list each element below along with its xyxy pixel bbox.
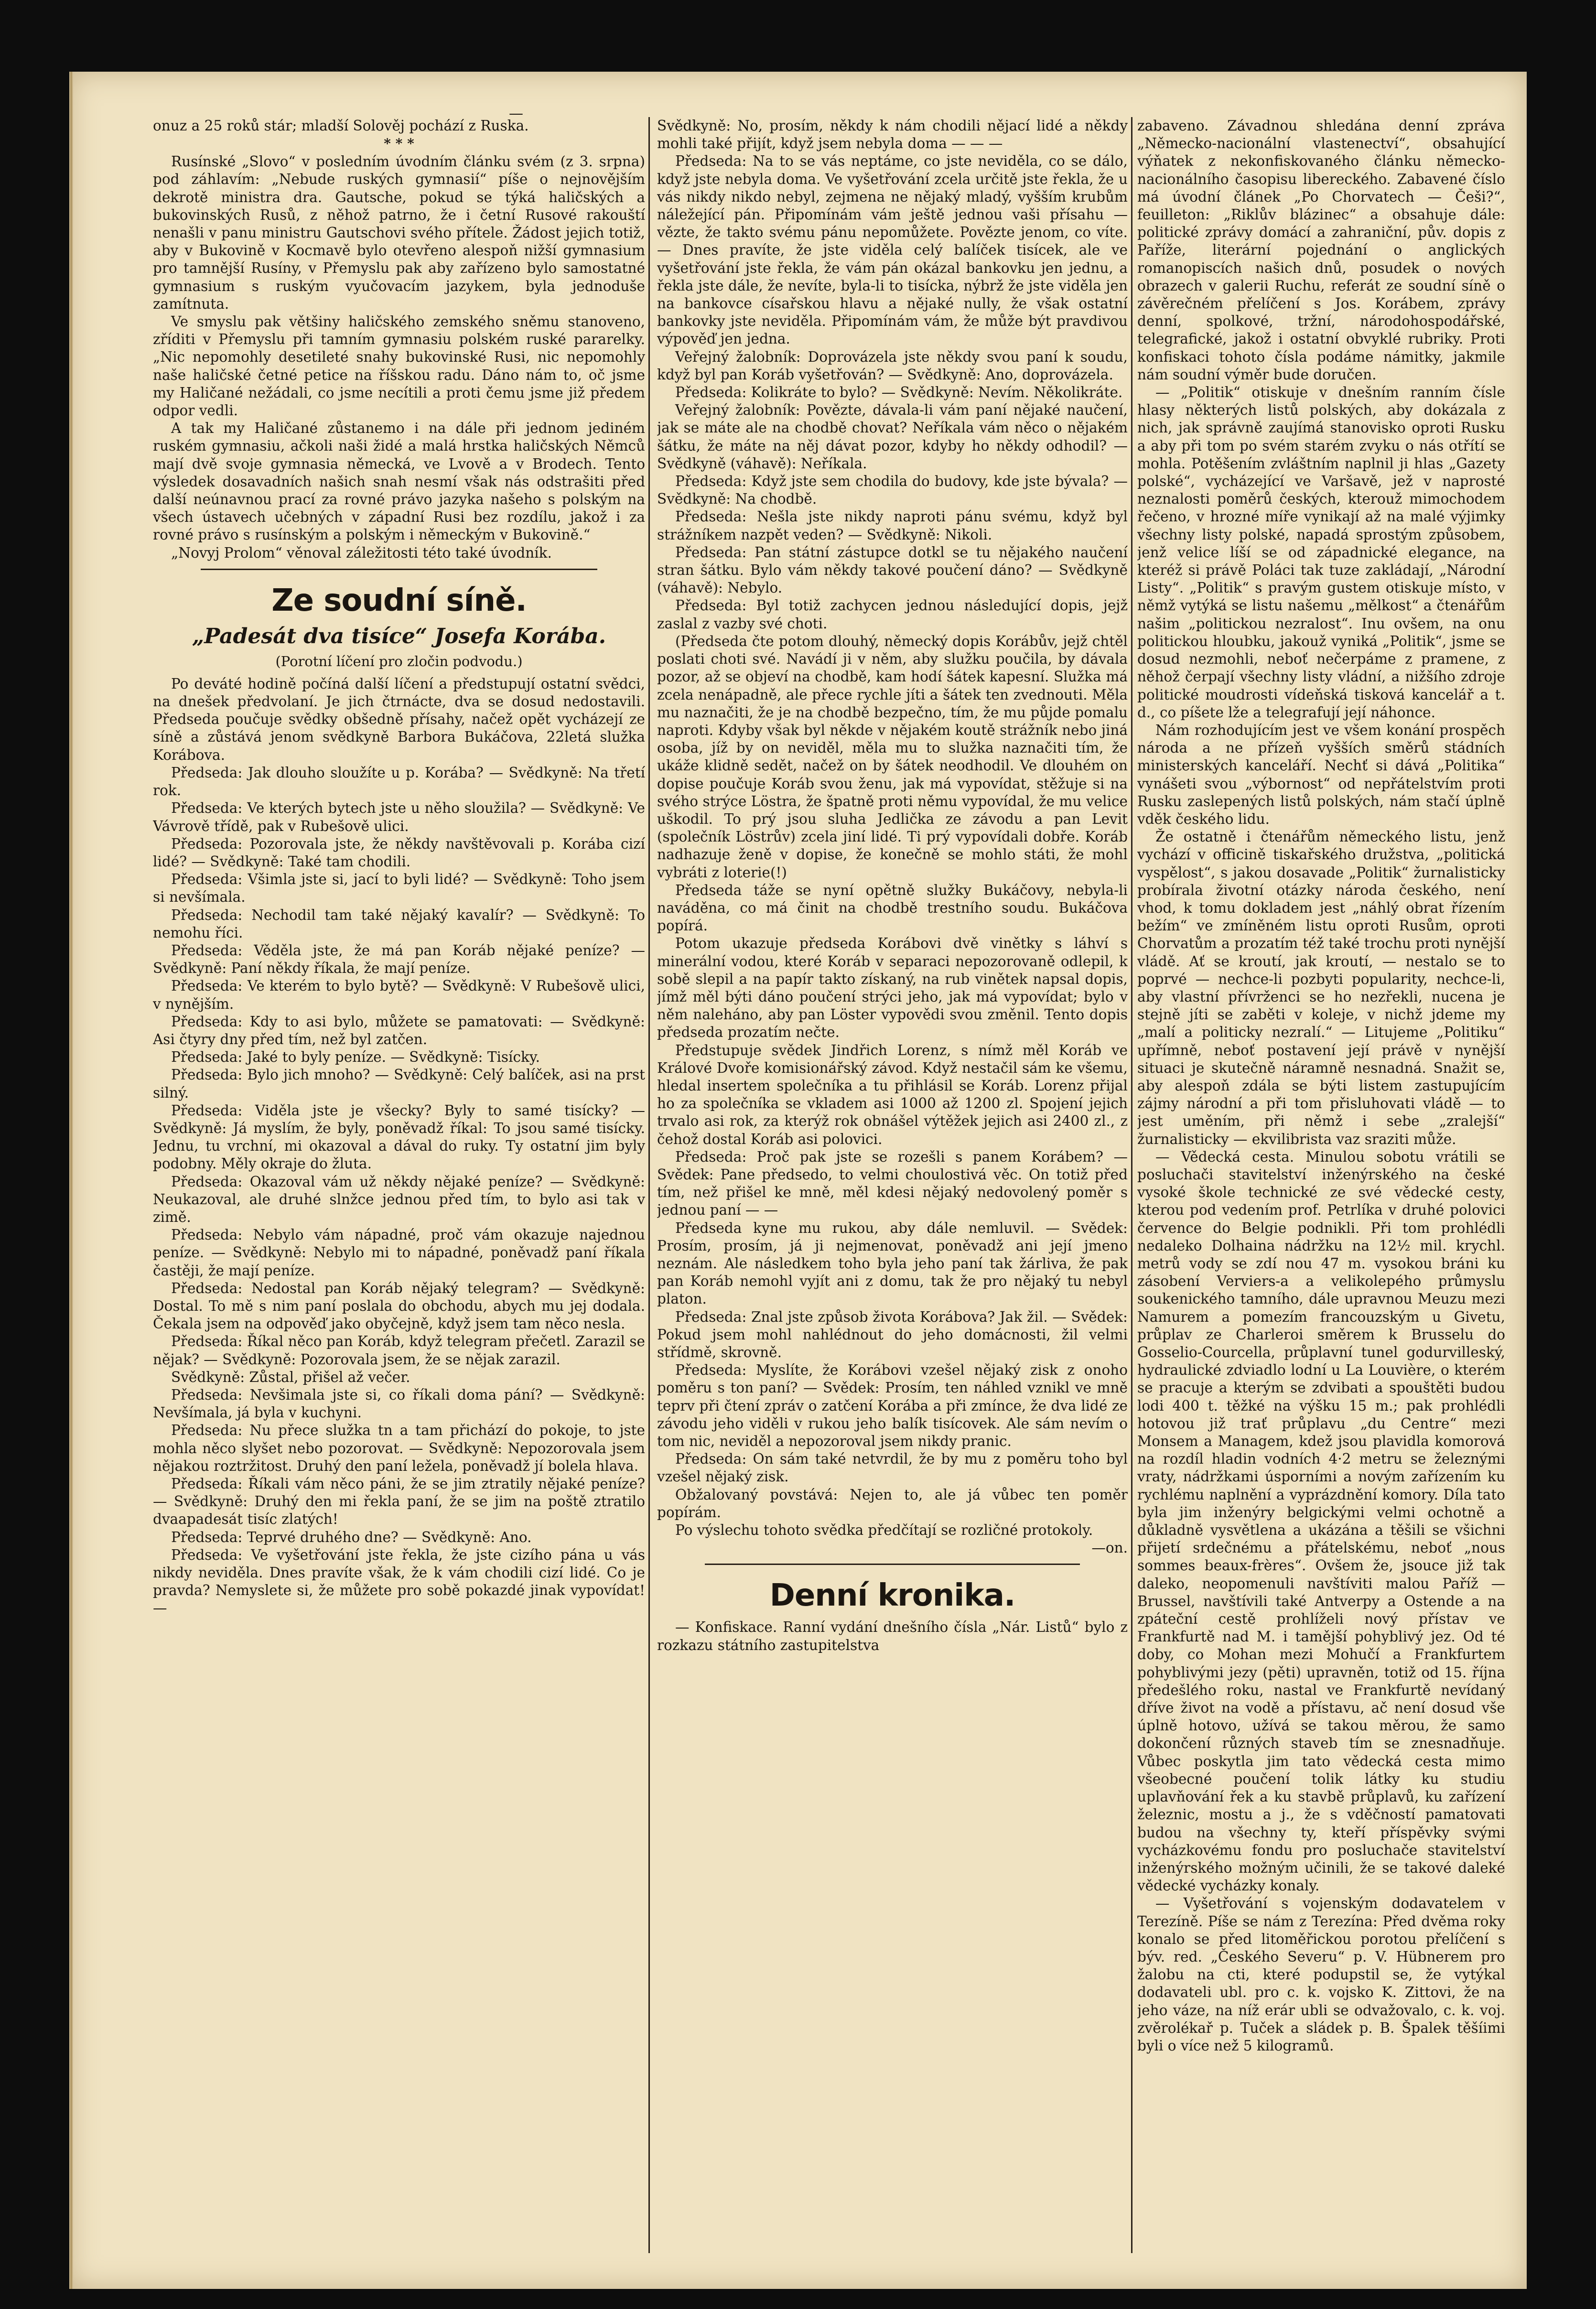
dialogue-line: Předseda kyne mu rukou, aby dále nemluvil. — Svědek: Prosím, prosím, já ji nejmenovat, poněvadž ani její jmeno neznám. Ale následkem toho byla jeho paní tak žárliva, že pak pan Koráb nemohl vyjít ani z domu, tak že pro nějaký tu nebyl platon.: [657, 1219, 1128, 1307]
paragraph: „Novyj Prolom“ věnoval záležitosti této také úvodník.: [171, 544, 552, 561]
dialogue-line: Předseda: On sám také netvrdil, že by mu z poměru toho byl vzešel nějaký zisk.: [657, 1451, 1128, 1485]
column-left: [153, 117, 645, 1618]
paragraph: Ve smyslu pak většiny haličského zemského sněmu stanoveno, zříditi v Přemyslu při tamním gymnasiu polském ruské pararelky. „Nic nepomohly desetileté snahy bukovinské Rusi, nic nepomohly naše haličské četné petice na říšskou radu. Dáno nám to, oč jsme my Haličané nežádali, co jsme necítili a proti čemu jsme již předem odpor vedli.: [153, 313, 645, 419]
column-rule: [1131, 117, 1132, 2253]
dialogue-line: Předseda: Kolikráte to bylo? — Svědkyně: Nevím. Několikráte.: [675, 384, 1123, 401]
dialogue-line: Předseda: Jaké to byly peníze. — Svědkyně: Tisícky.: [171, 1049, 540, 1066]
paragraph: — Konfiskace. Ranní vydání dnešního čísla „Nár. Listů“ bylo z rozkazu státního zastupitelstva: [657, 1619, 1128, 1653]
paragraph: A tak my Haličané zůstanemo i na dále při jednom jediném ruském gymnasiu, ačkoli naši židé a malá hrstka haličských Němců mají dvě svoje gymnasia německá, ve Lvově a v Brodech. Tento výsledek dosavadních našich snah nesmí však nás odstrašiti před další neúnavnou prací za rovné právo jazyka našeho s polským na všech ústavech učebných v západní Rusi bez rozdílu, jakož i za rovné právo s rusínským a polským i německým v Bukovině.“: [153, 420, 645, 543]
column-rule: [648, 117, 650, 2253]
dialogue-line: Předseda: Říkal něco pan Koráb, když telegram přečetl. Zarazil se nějak? — Svědkyně: Pozorovala jsem, že se nějak zarazil.: [153, 1333, 645, 1368]
dialogue-line: Předseda: Ve kterém to bylo bytě? — Svědkyně: V Rubešově ulici, v nynějším.: [153, 978, 645, 1012]
dialogue-line: Předseda: Když jste sem chodila do budovy, kde jste bývala? — Svědkyně: Na chodbě.: [657, 473, 1128, 507]
page-edge: [69, 72, 73, 2289]
paragraph: — „Politik“ otiskuje v dnešním ranním čísle hlasy některých listů polských, aby dokázala z nich, jak správně zaujímá stanovisko oproti Rusku a aby při tom po svém starém zvyku o nás otřítí se mohla. Potěšením zvláštním naplnil ji hlas „Gazety polské“, vycházející ve Varšavě, jež v naprosté neznalosti poměrů českých, kterouž mimochodem řečeno, v hrozné míře vynikají až na malé výjimky všechny listy polské, napadá sprostým způsobem, jenž velice líší se od západnické elegance, na kteréž si právě Poláci tak tuze zakládají, „Národní Listy“. „Politik“ s pravým gustem otiskuje místo, v němž vytýká se listu našemu „mělkost“ a čtenářům našim „politickou nezralost“. Inu ovšem, na onu politickou hloubku, jakouž vyniká „Politik“, jsme se dosud nezmohli, neboť nečerpáme z pramene, z něhož čerpají všechny listy vládní, a nižšího zdroje politické moudrosti vídeňská tisková kancelář a t. d., co píšete lže a telegrafují její náhonce.: [1137, 384, 1505, 721]
dialogue-line: Předseda: Ve vyšetřování jste řekla, že jste cizího pána u vás nikdy neviděla. Dnes pravíte však, že k vám chodili cizí lidé. Co je pravda? Nemyslete si, že můžete pro sobě pokazdé jinak vypovídat! —: [153, 1546, 645, 1617]
dialogue-line: Předseda: Nevšimala jste si, co říkali doma pání? — Svědkyně: Nevšímala, já byla v kuchyni.: [153, 1387, 645, 1421]
article-subtitle: (Porotní líčení pro zločin podvodu.): [275, 653, 523, 669]
dialogue-line: Předseda: Proč pak jste se rozešli s panem Korábem? — Svědek: Pane předsedo, to velmi choulostivá věc. On totiž před tím, než přišel ke mně, měl kdesi nějaký nedovolený poměr s jednou paní — —: [657, 1148, 1128, 1219]
dialogue-line: Předseda: Teprvé druhého dne? — Svědkyně: Ano.: [171, 1529, 532, 1545]
dialogue-line: Předseda: Nechodil tam také nějaký kavalír? — Svědkyně: To nemohu říci.: [153, 906, 645, 941]
paragraph: — Vyšetřování s vojenským dodavatelem v Terezíně. Píše se nám z Terezína: Před dvěma roky konalo se před litoměřickou porotou přelíčení s býv. red. „Českého Severu“ p. V. Hübnerem pro žalobu na cti, které podupstil se, že vytýkal dodavateli ubl. pro c. k. vojsko K. Zittovi, že na jeho váze, na níž erár ubli se odvažovalo, c. k. voj. zvěrolékař p. Tuček a sládek p. B. Špalek těšíimi byli o více než 5 kilogramů.: [1137, 1895, 1505, 2054]
top-mark: —: [509, 105, 523, 122]
dialogue-line: Předseda: Myslíte, že Korábovi vzešel nějaký zisk z onoho poměru s ton paní? — Svědek: Prosím, ten náhled vznikl ve mně teprv při čtení zpráv o zatčení Korába a při zmínce, že dva lidé ze závodu jeho viděli v rukou jeho balík tisícovek. Ale sám nevím o tom nic, neviděl a nepozoroval jsem nikdy pranic.: [657, 1362, 1128, 1450]
paragraph: Že ostatně i čtenářům německého listu, jenž vychází v officině tiskařského družstva, „politická vyspělost“, s jakou dosavade „Politik“ žurnalisticky probírala životní otázky národa českého, není vhod, k tomu dokladem jest „náhlý obrat řízením bežím“ ve zmíněném listu oproti Rusům, oproti Chorvatům a prozatím též také trochu proti nynější vládě. Ať se kroutí, jak kroutí, — nestalo se to poprvé — nechce-li pozbyti popularity, nechce-li, aby vlastní přívrženci se ho nezřekli, nucena je stejně jíti se zaběti v koleje, v nichž jdeme my „malí a politicky nezralí.“ — Litujeme „Politiku“ upřímně, neboť postavení její právě v nynější situaci je skutečně náramně nesnadná. Snažit se, aby alespoň zdála se býti listem zastupujícím zájmy národní a při tom přisluhovati vládě — to jest uměním, při němž i sebe „zralejší“ žurnalisticky — ekvilibrista vaz sraziti může.: [1137, 829, 1505, 1147]
paragraph: (Předseda čte potom dlouhý, německý dopis Korábův, jejž chtěl poslati choti své. Navádí ji v něm, aby služku poučila, by dávala pozor, až se objeví na chodbě, kam hodí šátek kapesní. Služka má zcela nenápadně, ale přece rychle jíti a šátek ten zvednouti. Měla mu naznačiti, že je na chodbě bezpečno, tím, že mu půjde pomalu naproti. Kdyby však byl někde v nějakém koutě strážník nebo jiná osoba, jíž by on neviděl, měla mu to služka naznačiti tím, že ukáže klidně sedět, načež on by šátek neodhodil. Ve dlouhém on dopise poučuje Koráb svou ženu, jak má vypovídat, stěžuje si na svého strýce Löstra, že špatně proti němu vypovídal, že mu velice uškodil. To prý jsou sluha Jedlička ze závodu a pan Levit (společník Löstrův) zcela jiní lidé. Ti prý vypovídali dobře. Koráb nadhazuje ženě v dopise, že konečně se mohlo státi, že mohl vybráti z loterie(!): [657, 633, 1128, 881]
newspaper-page: [69, 72, 1527, 2289]
paragraph: onuz a 25 roků stár; mladší Solověj pochází z Ruska.: [153, 118, 529, 134]
dialogue-line: Předseda: Bylo jich mnoho? — Svědkyně: Celý balíček, asi na prst silný.: [153, 1067, 645, 1101]
paragraph: Předstupuje svědek Jindřich Lorenz, s nímž měl Koráb ve Králové Dvoře komisionářský závod. Když nestačil sám ke všemu, hledal insertem společníka a tu přihlásil se Koráb. Lorenz přijal ho za společníka se vkladem asi 1000 až 1200 zl. Spojení jejich trvalo asi rok, za kterýž rok obnášel výtěžek jejich asi 2400 zl., z čehož dostal Koráb asi polovici.: [657, 1042, 1128, 1147]
paragraph: Rusínské „Slovo“ v posledním úvodním článku svém (z 3. srpna) pod záhlavím: „Nebude ruských gymnasií“ píše o nejnovějším dekrotě ministra dra. Gautsche, pokud se týká haličských a bukovinských Rusů, z něhož patrno, že i četní Rusové rakouští nenašli v panu ministru Gautschovi svého přítele. Žádost jejich totiž, aby v Bukovině v Kocmavě bylo otevřeno alespoň nižší gymnasium pro tamnější Rusíny, v Přemyslu pak aby zařízeno bylo samostatné gymnasium s ruským vyučovacím jazykem, byla jednoduše zamítnuta.: [153, 153, 645, 312]
article-title: „Padesát dva tisíce“ Josefa Korába.: [192, 624, 606, 648]
dialogue-line: Předseda: Nebylo vám nápadné, proč vám okazuje najednou peníze. — Svědkyně: Nebylo mi to nápadné, poněvadž paní říkala častěji, že mají peníze.: [153, 1227, 645, 1279]
paragraph: — Vědecká cesta. Minulou sobotu vrátili se posluchači stavitelství inženýrského na české vysoké škole technické ze své vědecké cesty, kterou pod vedením prof. Petrlíka v druhé polovici července do Belgie podnikli. Při tom prohlédli nedaleko Dolhaina nádržku na 12½ mil. krychl. metrů vody se zdí nou 47 m. vysokou bráni ku zásobení Verviers-a a velikolepého průmyslu soukenického tamního, dále upravnou Meuzu mezi Namurem a pomezím francouzským u Givetu, průplav ze Charleroi směrem k Brusselu do Gosselio-Courcella, průplavní tunel godurvilleský, hydraulické zdviadlo lodní u La Louvière, o kterém se pracuje a kterým se zdvibati a spouštěti budou lodi 400 t. těžké na výšku 15 m.; pak prohlédli hotovou již trať průplavu „du Centre“ mezi Monsem a Managem, kdež jsou plavidla komorová na rozdíl hladin vodních 4·2 metru se železnými vraty, nádržkami úsporními a novým zařízením ku rychlému naplnění a vyprázdnění komory. Díla tato byla jim inženýry belgickými velmi ochotně a důkladně vysvětlena a ukázána a těšili se všichni přijetí srdečnému a přátelskému, neboť „nous sommes beaux-frères“. Ovšem že, jsouce již tak daleko, neopomenuli navštíviti malou Paříž — Brussel, navštívili také Antverpy a Ostende a na zpáteční cestě prohlíželi nový přístav ve Frankfurtě nad M. i tamější pohyblivý jez. Od té doby, co Mohan mezi Mohučí a Frankfurtem pohyblivými jezy (pěti) upravněn, totiž od 15. října předešlého roku, nastal ve Frankfurtě nevídaný dříve život na vodě a přístavu, ač není dosud vše úplně hotovo, užívá se takou měrou, že samo dokončení různých staveb tím se znesnadňuje. Vůbec poskytla jim tato vědecká cesta mimo všeobecné poučení tolik látky ku studiu uplavňování řek a ku stavbě průplavů, ku zařízení železnic, mostu a j., že s vděčností pamatovati budou na všechny ty, kteří příspěvky svými vycházkovému fondu pro posluchače stavitelství inženýrského možným učinili, že se takové daleké vědecké vycházky konaly.: [1137, 1148, 1505, 1894]
dialogue-line: Předseda: Věděla jste, že má pan Koráb nějaké peníze? — Svědkyně: Paní někdy říkala, že mají peníze.: [153, 942, 645, 977]
paragraph: Potom ukazuje předseda Korábovi dvě vinětky s láhví s minerální vodou, které Koráb v separaci nepozorovaně odlepil, k sobě slepil a na papír takto získaný, na rub vinětek napsal dopis, jímž měl býti dáno poučení strýci jeho, jak má vypovídat; bylo v něm nalehánо, aby pan Löster vypovědi svou změnil. Tento dopis předseda prozatím nečte.: [657, 935, 1128, 1041]
dialogue-line: Obžalovaný povstává: Nejen to, ale já vůbec ten poměr popírám.: [657, 1486, 1128, 1521]
dialogue-line: Veřejný žalobník: Povězte, dávala-li vám paní nějaké naučení, jak se máte ale na chodbě chovat? Neříkala vám něco o nějakém šátku, že máte na něj dávat pozor, kdyby ho někdy odhodil? — Svědkyně (váhavě): Neříkala.: [657, 402, 1128, 472]
section-separator: * * *: [384, 136, 414, 152]
dialogue-line: Předseda: Nu přece služka tn a tam přichází do pokoje, to jste mohla něco slyšet nebo pozorovat. — Svědkyně: Nepozorovala jsem nějakou roztržitost. Druhý den paní ležela, poněvadž jí bolela hlava.: [153, 1422, 645, 1474]
dialogue-line: Předseda: Na to se vás neptáme, co jste neviděla, co se dálo, když jste nebyla doma. Ve vyšetřování zcela určitě jste řekla, že u vás nikdy nikdo nebyl, zejmena ne nějaký mladý, vyšším krubům náležející pán. Připomínám vám ještě jednou vaši přísahu — vězte, že takto svému pánu nepomůžete. Povězte jenom, co víte. — Dnes pravíte, že jste viděla celý balíček tisícek, ale ve vyšetřování jste řekla, že vám pán okázal bankovku jen jednu, a řekla jste dále, že nevíte, byla-li to tisícka, nýbrž že jste viděla jen na bankovce císařskou hlavu a nějaké nully, že však ostatní bankovky jste neviděla. Připomínám vám, že může být pravdivou výpověď jen jedna.: [657, 153, 1128, 347]
dialogue-line: Veřejný žalobník: Doprovázela jste někdy svou paní k soudu, když byl pan Koráb vyšetřován? — Svědkyně: Ano, doprovázela.: [657, 348, 1128, 383]
dialogue-line: Svědkyně: No, prosím, někdy k nám chodili nějací lidé a někdy mohli také přijít, když jsem nebyla doma — — —: [657, 118, 1128, 152]
column-middle: [657, 117, 1128, 1654]
dialogue-line: Předseda: Kdy to asi bylo, můžete se pamatovati: — Svědkyně: Asi čtyry dny před tím, než byl zatčen.: [153, 1013, 645, 1047]
dialogue-line: Předseda: Nešla jste nikdy naproti pánu svému, když byl strážníkem nazpět veden? — Svědkyně: Nikoli.: [657, 508, 1128, 543]
column-right: [1137, 117, 1505, 2055]
dialogue-line: Předseda: Všimla jste si, jací to byli lidé? — Svědkyně: Toho jsem si nevšímala.: [153, 871, 645, 906]
dialogue-line: Svědkyně: Zůstal, přišel až večer.: [171, 1369, 410, 1385]
dialogue-line: Předseda: Říkali vám něco páni, že se jim ztratily nějaké peníze? — Svědkyně: Druhý den mi řekla paní, že se jim na poště ztratilo dvaapadesát tisíc zlatých!: [153, 1476, 645, 1528]
divider: [201, 569, 597, 570]
paragraph: Nám rozhodujícím jest ve všem konání prospěch národa a ne přízeň vyšších směrů stádních ministerských kanceláří. Nechť si dává „Politika“ vynášeti svou „výbornost“ od nepřátelstvím proti Rusku zaslepených listů polských, nám stačí úplně vděk českého lidu.: [1137, 722, 1505, 827]
paragraph: zabaveno. Závadnou shledána denní zpráva „Německo-nacionální vlastenectví“, obsahující výňatek z nekonfiskovaného článku německo-nacionálního časopisu libereckého. Zabavené číslo má úvodní článek „Po Chorvatech — Češi?“, feuilleton: „Riklův blázinec“ a obsahuje dále: politické zprávy domácí a zahraniční, pův. dopis z Paříže, literární pojednání o anglických romanopiscích našich dnů, posudek o nových obrazech v galerii Ruchu, referát ze soudní síně o závěrečném přelíčení s Jos. Korábem, zprávy denní, spolkové, tržní, národohospodářské, telegrafické, jakož i ostatní obvyklé rubriky. Proti konfiskaci tohoto čísla podáme námitky, jakmile nám soudní výměr bude doručen.: [1137, 118, 1505, 383]
dialogue-line: Předseda: Jak dlouho sloužíte u p. Korába? — Svědkyně: Na třetí rok.: [153, 764, 645, 799]
paragraph: Po deváté hodině počíná další líčení a předstupují ostatní svědci, na dnešek předvolaní. Je jich čtrnácte, dva se dosud nedostavili. Předseda poučuje svědky obšedně přísahy, načež opět vycházejí ze síně a zůstává jenom svědkyně Barbora Bukáčova, 22letá služka Korábova.: [153, 675, 645, 763]
dialogue-line: Předseda: Nedostal pan Koráb nějaký telegram? — Svědkyně: Dostal. To mě s nim paní poslala do obchodu, abych mu jej dodala. Čekala jsem na odpověď jako obyčejně, když jsem tam něco nesla.: [153, 1280, 645, 1332]
dialogue-line: Předseda: Viděla jste je všecky? Byly to samé tisícky? — Svědkyně: Já myslím, že byly, poněvadž říkal: To jsou samé tisícky. Jednu, tu vrchní, mi okazoval a dával do ruky. Ty ostatní jim byly podobny. Měly okraje do žluta.: [153, 1102, 645, 1172]
dialogue-line: Předseda: Ve kterých bytech jste u něho sloužila? — Svědkyně: Ve Vávrově třídě, pak v Rubešově ulici.: [153, 800, 645, 834]
dialogue-line: Předseda: Okazoval vám už někdy nějaké peníze? — Svědkyně: Neukazoval, ale druhé slnžce jednou před tím, to bylo asi tak v zimě.: [153, 1173, 645, 1225]
divider: [705, 1564, 1080, 1565]
section-title: Denní kronika.: [769, 1578, 1015, 1614]
dialogue-line: Předseda: Byl totiž zachycen jednou následující dopis, jejž zaslal z vazby své choti.: [657, 597, 1128, 632]
dialogue-line: Předseda: Pan státní zástupce dotkl se tu nějakého naučení stran šátku. Bylo vám někdy takové poučení dáno? — Svědkyně (váhavě): Nebylo.: [657, 544, 1128, 596]
dialogue-line: Předseda: Pozorovala jste, že někdy navštěvovali p. Korába cizí lidé? — Svědkyně: Také tam chodili.: [153, 835, 645, 870]
dialogue-line: Předseda: Znal jste způsob života Korábova? Jak žil. — Svědek: Pokud jsem mohl nahlédnout do jeho domácnosti, žil velmi střídmě, skrovně.: [657, 1308, 1128, 1361]
author-signature: —on.: [1091, 1540, 1128, 1556]
paragraph: Předseda táže se nyní opětně služky Bukáčovy, nebyla-li naváděna, co má činit na chodbě trestního soudu. Bukáčova popírá.: [657, 882, 1128, 934]
paragraph: Po výslechu tohoto svědka předčítají se rozličné protokoly.: [675, 1522, 1093, 1539]
section-title: Ze soudní síně.: [271, 583, 527, 618]
